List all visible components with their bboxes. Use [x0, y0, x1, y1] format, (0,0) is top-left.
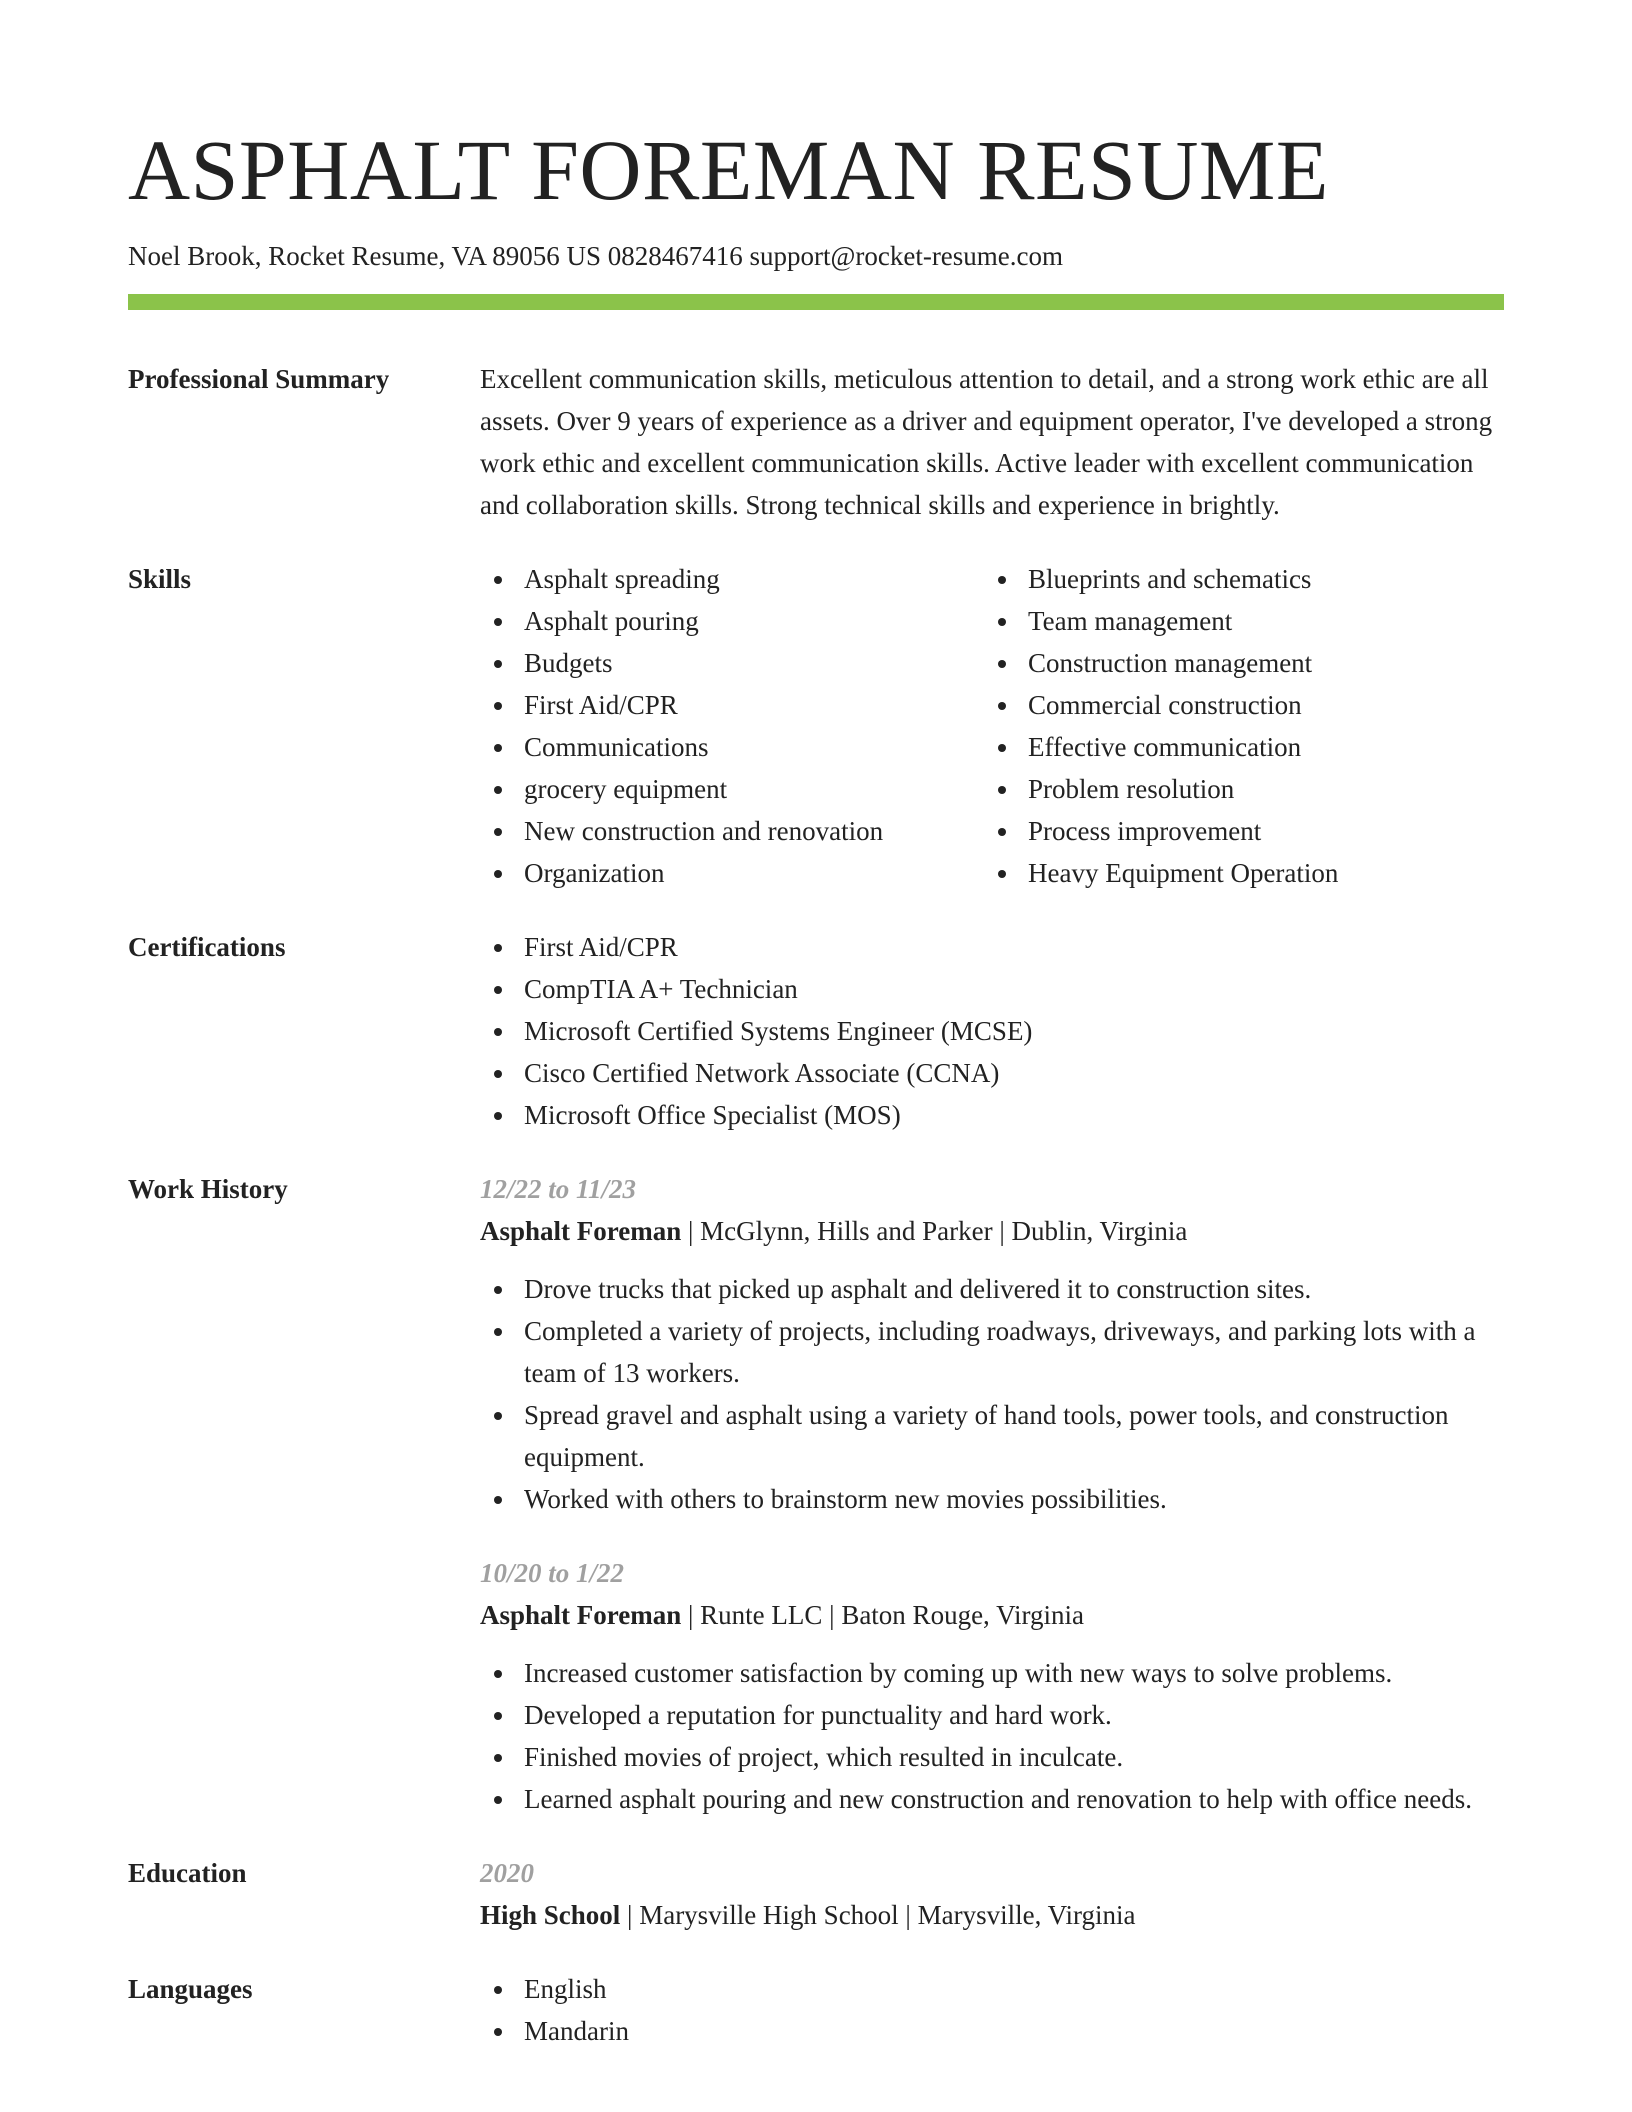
language-item: Mandarin	[480, 2010, 1504, 2052]
accent-divider	[128, 294, 1504, 310]
job-dates: 10/20 to 1/22	[480, 1558, 625, 1588]
certification-item: Microsoft Office Specialist (MOS)	[480, 1094, 1504, 1136]
skill-item: grocery equipment	[480, 768, 984, 810]
skill-item: Construction management	[984, 642, 1504, 684]
job-dates: 12/22 to 11/23	[480, 1174, 637, 1204]
education-details: | Marysville High School | Marysville, Virginia	[620, 1900, 1136, 1930]
job-entry	[480, 1168, 1504, 1520]
languages-label: Languages	[128, 1974, 253, 2004]
skill-item: Team management	[984, 600, 1504, 642]
skill-item: Problem resolution	[984, 768, 1504, 810]
skills-label: Skills	[128, 564, 192, 594]
job-title-line	[480, 1210, 1504, 1252]
skill-item: Effective communication	[984, 726, 1504, 768]
skills-section	[128, 558, 1504, 894]
skill-item: New construction and renovation	[480, 810, 984, 852]
job-bullets	[480, 1652, 1504, 1820]
certifications-section	[128, 926, 1504, 1136]
job-entry	[480, 1552, 1504, 1820]
contact-line: Noel Brook, Rocket Resume, VA 89056 US 0828467416 support@rocket-resume.com	[128, 241, 1064, 271]
certifications-label: Certifications	[128, 932, 286, 962]
skill-item: Organization	[480, 852, 984, 894]
job-bullet: Finished movies of project, which resulted in inculcate.	[480, 1736, 1504, 1778]
summary-text: Excellent communication skills, meticulous attention to detail, and a strong work ethic are all assets. Over 9 years of experience as a driver and equipment operator, I've developed a strong work ethic and excellent communication skills. Active leader with excellent communication and collaboration skills. Strong technical skills and experience in brightly.	[480, 364, 1493, 520]
job-bullets	[480, 1268, 1504, 1520]
languages-list	[480, 1968, 1504, 2052]
education-year: 2020	[480, 1858, 534, 1888]
certifications-list	[480, 926, 1504, 1136]
certification-item: CompTIA A+ Technician	[480, 968, 1504, 1010]
education-section	[128, 1852, 1504, 1936]
job-details: | Runte LLC | Baton Rouge, Virginia	[681, 1600, 1084, 1630]
certification-item: Microsoft Certified Systems Engineer (MCSE)	[480, 1010, 1504, 1052]
skill-item: Heavy Equipment Operation	[984, 852, 1504, 894]
skill-item: Process improvement	[984, 810, 1504, 852]
job-role: Asphalt Foreman	[480, 1600, 682, 1630]
skill-item: Communications	[480, 726, 984, 768]
summary-label: Professional Summary	[128, 364, 390, 394]
work-history-section	[128, 1168, 1504, 1820]
summary-section	[128, 358, 1504, 526]
education-degree: High School	[480, 1900, 621, 1930]
skill-item: Asphalt pouring	[480, 600, 984, 642]
languages-section	[128, 1968, 1504, 2052]
skill-item: Commercial construction	[984, 684, 1504, 726]
education-line	[480, 1894, 1504, 1936]
job-bullet: Completed a variety of projects, including roadways, driveways, and parking lots with a team of 13 workers.	[480, 1310, 1504, 1394]
skill-item: Blueprints and schematics	[984, 558, 1504, 600]
job-bullet: Developed a reputation for punctuality and hard work.	[480, 1694, 1504, 1736]
job-role: Asphalt Foreman	[480, 1216, 682, 1246]
skill-item: Budgets	[480, 642, 984, 684]
job-details: | McGlynn, Hills and Parker | Dublin, Virginia	[681, 1216, 1188, 1246]
resume-title: ASPHALT FOREMAN RESUME	[128, 122, 1329, 218]
skill-item: Asphalt spreading	[480, 558, 984, 600]
work-history-label: Work History	[128, 1174, 288, 1204]
job-bullet: Learned asphalt pouring and new construction and renovation to help with office needs.	[480, 1778, 1504, 1820]
skills-list-left	[480, 558, 984, 894]
job-bullet: Increased customer satisfaction by coming up with new ways to solve problems.	[480, 1652, 1504, 1694]
language-item: English	[480, 1968, 1504, 2010]
certification-item: First Aid/CPR	[480, 926, 1504, 968]
certification-item: Cisco Certified Network Associate (CCNA)	[480, 1052, 1504, 1094]
job-bullet: Worked with others to brainstorm new movies possibilities.	[480, 1478, 1504, 1520]
education-label: Education	[128, 1858, 247, 1888]
skill-item: First Aid/CPR	[480, 684, 984, 726]
skills-list-right	[984, 558, 1504, 894]
job-bullet: Drove trucks that picked up asphalt and delivered it to construction sites.	[480, 1268, 1504, 1310]
job-bullet: Spread gravel and asphalt using a variety of hand tools, power tools, and construction equipment.	[480, 1394, 1504, 1478]
job-title-line	[480, 1594, 1504, 1636]
